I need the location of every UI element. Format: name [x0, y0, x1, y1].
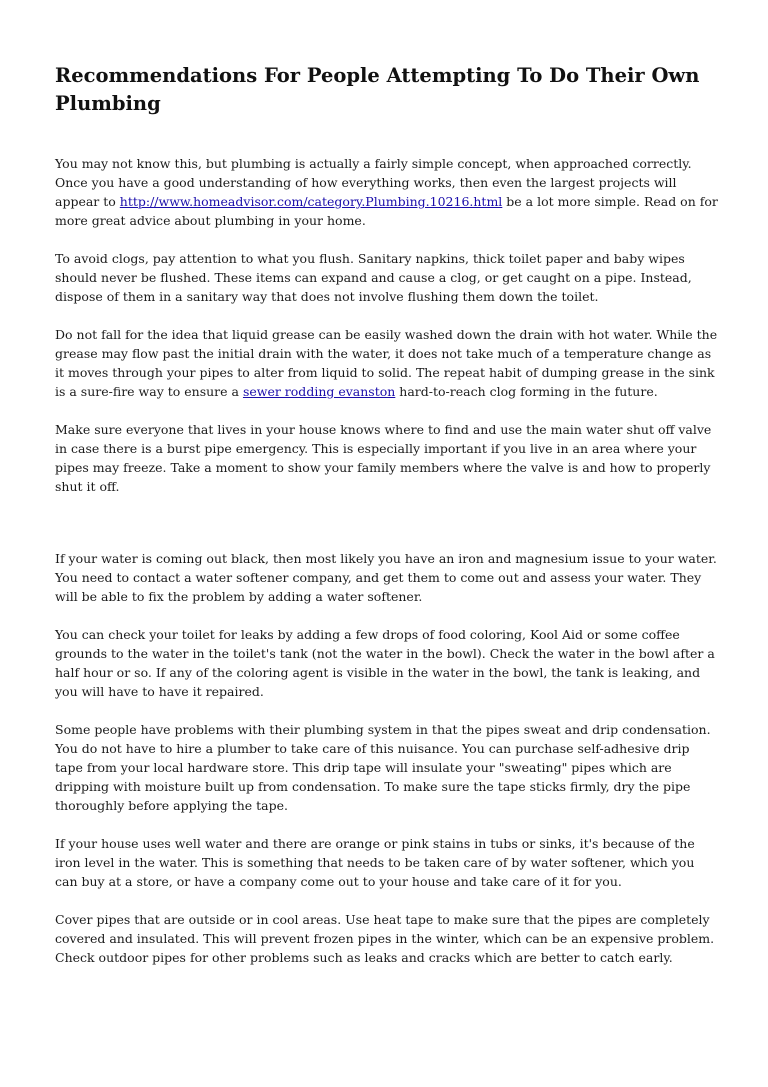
document-title: Recommendations For People Attempting To Do Their Own Plumbing	[55, 64, 700, 115]
document-body	[55, 154, 718, 967]
paragraph-well-water: If your house uses well water and there are orange or pink stains in tubs or sinks, it's because of the iron level in the water. This is something that needs to be taken care of by water softener, which you can buy at a store, or have a company come out to your house and take care of it for you.	[55, 836, 695, 889]
paragraph-black-water: If your water is coming out black, then most likely you have an iron and magnesium issue to your water. You need to contact a water softener company, and get them to come out and assess your water. They will be able to fix the problem by adding a water softener.	[55, 551, 717, 604]
homeadvisor-link[interactable]: http://www.homeadvisor.com/category.Plumbing.10216.html	[119, 194, 503, 209]
paragraph-cover-pipes: Cover pipes that are outside or in cool areas. Use heat tape to make sure that the pipes are completely covered and insulated. This will prevent frozen pipes in the winter, which can be an expensive problem. Check outdoor pipes for other problems such as leaks and cracks which are better to catch early.	[55, 912, 715, 965]
paragraph-grease-text-before: Do not fall for the idea that liquid grease can be easily washed down the drain with hot water. While the grease may flow past the initial drain with the water, it does not take much of a temperature change as it moves through your pipes to alter from liquid to solid. The repeat habit of dumping grease in the sink is a sure-fire way to ensure a	[55, 327, 718, 399]
paragraph-shutoff-valve: Make sure everyone that lives in your house knows where to find and use the main water shut off valve in case there is a burst pipe emergency. This is especially important if you live in an area where your pipes may freeze. Take a moment to show your family members where the valve is and how to properly shut it off.	[55, 422, 712, 494]
paragraph-intro	[55, 154, 718, 230]
paragraph-grease-text-after: hard-to-reach clog forming in the future.	[395, 384, 658, 399]
paragraph-condensation: Some people have problems with their plumbing system in that the pipes sweat and drip condensation. You do not have to hire a plumber to take care of this nuisance. You can purchase self-adhesive drip tape from your local hardware store. This drip tape will insulate your "sweating" pipes which are dripping with moisture built up from condensation. To make sure the tape sticks firmly, dry the pipe thoroughly before applying the tape.	[55, 722, 711, 813]
paragraph-grease	[55, 325, 718, 401]
paragraph-toilet-leaks: You can check your toilet for leaks by adding a few drops of food coloring, Kool Aid or some coffee grounds to the water in the toilet's tank (not the water in the bowl). Check the water in the bowl after a half hour or so. If any of the coloring agent is visible in the water in the bowl, the tank is leaking, and you will have to have it repaired.	[55, 627, 715, 699]
paragraph-intro-text-before: You may not know this, but plumbing is actually a fairly simple concept, when approached correctly. Once you have a good understanding of how everything works, then even the largest projects will appear to	[55, 156, 692, 209]
paragraph-intro-text-after: be a lot more simple. Read on for more great advice about plumbing in your home.	[55, 194, 718, 228]
sewer-rodding-link[interactable]: sewer rodding evanston	[242, 384, 396, 399]
paragraph-clogs: To avoid clogs, pay attention to what you flush. Sanitary napkins, thick toilet paper and baby wipes should never be flushed. These items can expand and cause a clog, or get caught on a pipe. Instead, dispose of them in a sanitary way that does not involve flushing them down the toilet.	[55, 251, 692, 304]
